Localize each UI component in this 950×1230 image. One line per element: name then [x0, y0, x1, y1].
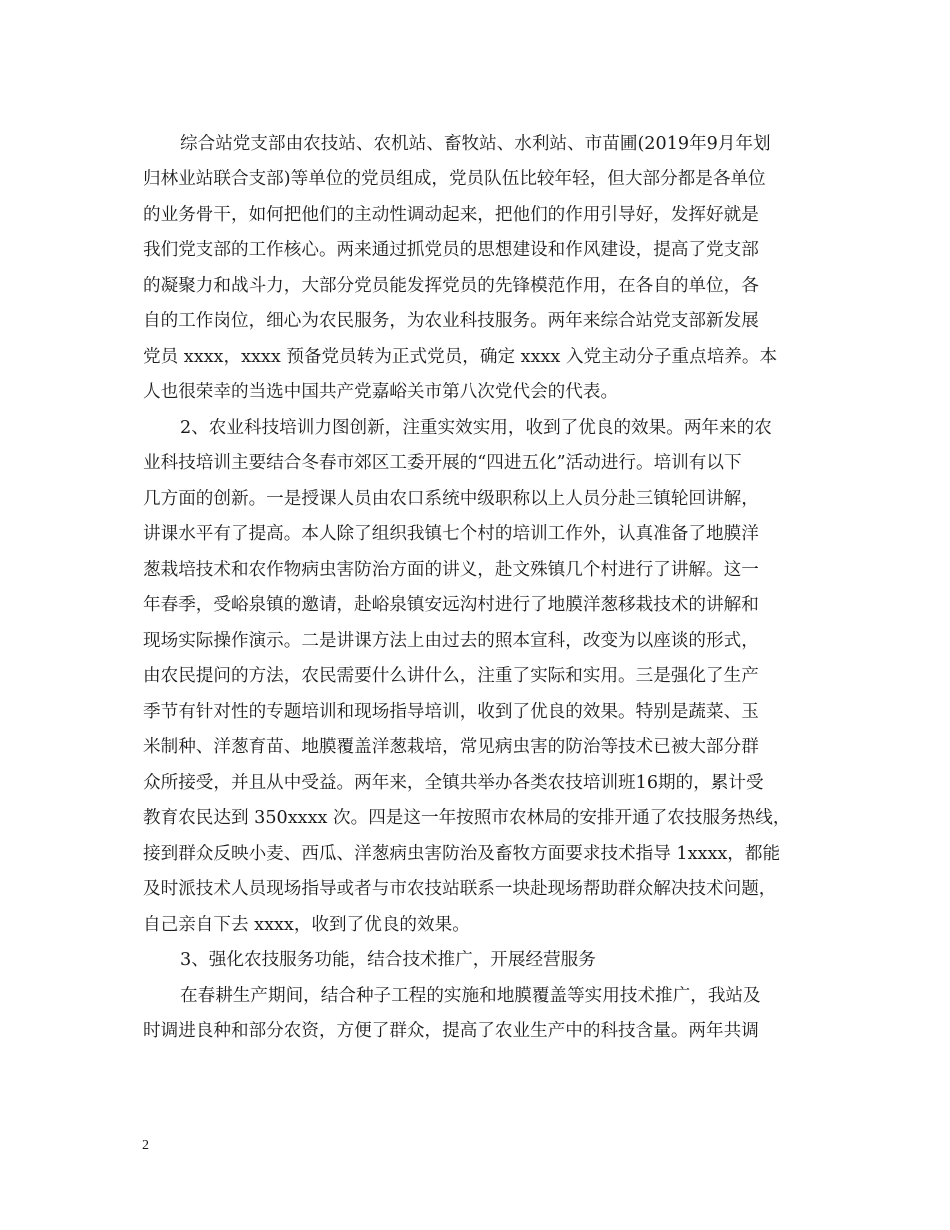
- text-line: 在春耕生产期间，结合种子工程的实施和地膜覆盖等实用技术推广，我站及: [180, 986, 761, 1006]
- text-line: 现场实际操作演示。二是讲课方法上由过去的照本宣科，改变为以座谈的形式，: [143, 631, 759, 651]
- text-line: 的业务骨干，如何把他们的主动性调动起来，把他们的作用引导好，发挥好就是: [143, 205, 759, 225]
- text-line: 教育农民达到 350xxxx 次。四是这一年按照市农林局的安排开通了农技服务热线，: [143, 808, 791, 828]
- section-heading: 3、强化农技服务功能，结合技术推广，开展经营服务: [180, 950, 596, 970]
- text-line: 葱栽培技术和农作物病虫害防治方面的讲义，赴文殊镇几个村进行了讲解。这一: [143, 560, 759, 580]
- text-line: 2、农业科技培训力图创新，注重实效实用，收到了优良的效果。两年来的农: [180, 418, 772, 438]
- text-line: 的凝聚力和战斗力，大部分党员能发挥党员的先锋模范作用，在各自的单位，各: [143, 276, 759, 296]
- text-line: 季节有针对性的专题培训和现场指导培训，收到了优良的效果。特别是蔬菜、玉: [143, 702, 759, 722]
- text-line: 党员 xxxx，xxxx 预备党员转为正式党员，确定 xxxx 入党主动分子重点培养。本: [143, 347, 778, 367]
- text-line: 讲课水平有了提高。本人除了组织我镇七个村的培训工作外，认真准备了地膜洋: [143, 524, 759, 544]
- text-line: 业科技培训主要结合冬春市郊区工委开展的“四进五化”活动进行。培训有以下: [143, 453, 742, 473]
- text-line: 及时派技术人员现场指导或者与市农技站联系一块赴现场帮助群众解决技术问题，: [143, 879, 777, 899]
- text-line: 归林业站联合支部)等单位的党员组成，党员队伍比较年轻，但大部分都是各单位: [143, 169, 766, 189]
- text-line: 综合站党支部由农技站、农机站、畜牧站、水利站、市苗圃(2019年9月年划: [180, 134, 771, 154]
- text-line: 由农民提问的方法，农民需要什么讲什么，注重了实际和实用。三是强化了生产: [143, 666, 759, 686]
- text-line: 我们党支部的工作核心。两来通过抓党员的思想建设和作风建设，提高了党支部: [143, 240, 759, 260]
- text-line: 年春季，受峪泉镇的邀请，赴峪泉镇安远沟村进行了地膜洋葱移栽技术的讲解和: [143, 595, 759, 615]
- text-line: 时调进良种和部分农资，方便了群众，提高了农业生产中的科技含量。两年共调: [143, 1021, 759, 1041]
- page-number: 2: [142, 1138, 149, 1153]
- text-line: 自的工作岗位，细心为农民服务，为农业科技服务。两年来综合站党支部新发展: [143, 311, 759, 331]
- text-line: 米制种、洋葱育苗、地膜覆盖洋葱栽培，常见病虫害的防治等技术已被大部分群: [143, 737, 759, 757]
- text-line: 人也很荣幸的当选中国共产党嘉峪关市第八次党代会的代表。: [143, 382, 619, 402]
- text-line: 几方面的创新。一是授课人员由农口系统中级职称以上人员分赴三镇轮回讲解，: [143, 489, 759, 509]
- text-line: 自己亲自下去 xxxx，收到了优良的效果。: [143, 915, 470, 935]
- text-line: 众所接受，并且从中受益。两年来，全镇共举办各类农技培训班16期的，累计受: [143, 773, 764, 793]
- text-line: 接到群众反映小麦、西瓜、洋葱病虫害防治及畜牧方面要求技术指导 1xxxx，都能: [143, 844, 781, 864]
